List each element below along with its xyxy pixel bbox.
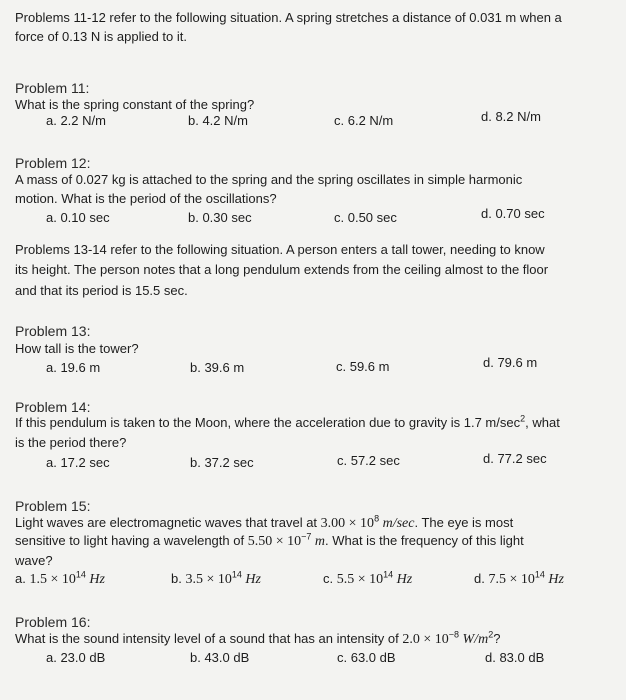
problem-15-option-b-mantissa: 3.5 × 10 bbox=[185, 572, 232, 587]
problem-13-option-c[interactable]: c. 59.6 m bbox=[336, 359, 390, 374]
problem-12-heading: Problem 12: bbox=[15, 155, 91, 171]
problem-13-heading: Problem 13: bbox=[15, 323, 91, 339]
problem-16-option-a[interactable]: a. 23.0 dB bbox=[46, 650, 106, 665]
problem-15-option-c-mantissa: 5.5 × 10 bbox=[336, 572, 384, 587]
problem-15-option-d-label: d. bbox=[474, 571, 489, 586]
problem-13-question: How tall is the tower? bbox=[15, 341, 139, 356]
problem-15-option-a-label: a. bbox=[15, 571, 30, 586]
problem-15-option-c[interactable] bbox=[323, 571, 412, 588]
problem-15-question-line-1 bbox=[15, 515, 513, 532]
intro-13-14-line-2: its height. The person notes that a long pendulum extends from the ceiling almost to the floor bbox=[15, 262, 549, 277]
problem-14-heading: Problem 14: bbox=[15, 399, 91, 415]
problem-14-question-line-2: is the period there? bbox=[15, 435, 127, 450]
problem-15-q1-text: Light waves are electromagnetic waves that travel at bbox=[15, 515, 321, 530]
problem-15-option-c-label: c. bbox=[323, 571, 337, 586]
problem-14-option-c[interactable]: c. 57.2 sec bbox=[337, 453, 400, 468]
problem-16-option-c[interactable]: c. 63.0 dB bbox=[337, 650, 396, 665]
problem-12-option-d[interactable]: d. 0.70 sec bbox=[481, 206, 545, 221]
problem-15-option-b-exponent: 14 bbox=[231, 569, 242, 580]
intro-11-12-line-1: Problems 11-12 refer to the following situation. A spring stretches a distance of 0.031 m when a bbox=[15, 10, 562, 25]
problem-15-q2-tail: . What is the frequency of this light bbox=[325, 533, 524, 548]
problem-14-option-a[interactable]: a. 17.2 sec bbox=[46, 455, 110, 470]
problem-16-question bbox=[15, 631, 500, 648]
problem-13-option-a[interactable]: a. 19.6 m bbox=[46, 360, 101, 375]
problem-15-heading: Problem 15: bbox=[15, 498, 91, 514]
problem-11-option-a[interactable]: a. 2.2 N/m bbox=[46, 113, 106, 128]
intro-13-14-line-3: and that its period is 15.5 sec. bbox=[15, 283, 188, 298]
problem-11-option-b[interactable]: b. 4.2 N/m bbox=[188, 113, 248, 128]
problem-15-question-line-2 bbox=[15, 533, 524, 550]
problem-15-speed-exponent: 8 bbox=[374, 513, 380, 524]
problem-14-q1-text: If this pendulum is taken to the Moon, where the acceleration due to gravity is 1.7 m/sec bbox=[15, 415, 521, 430]
problem-15-option-d-unit: Hz bbox=[544, 572, 564, 587]
problem-12-option-c[interactable]: c. 0.50 sec bbox=[334, 210, 397, 225]
problem-15-speed-value: 3.00 × 10 bbox=[320, 516, 375, 531]
problem-14-q1-tail: , what bbox=[525, 415, 560, 430]
problem-15-option-d[interactable] bbox=[474, 571, 564, 588]
problem-15-wavelength-unit: m bbox=[311, 534, 325, 549]
intro-11-12-line-2: force of 0.13 N is applied to it. bbox=[15, 29, 187, 44]
problem-15-option-a-mantissa: 1.5 × 10 bbox=[29, 572, 76, 587]
problem-16-q1-text: What is the sound intensity level of a sound that has an intensity of bbox=[15, 631, 403, 646]
problem-15-wavelength-value: 5.50 × 10 bbox=[247, 534, 302, 549]
problem-13-option-b[interactable]: b. 39.6 m bbox=[190, 360, 245, 375]
problem-15-q1-tail: . The eye is most bbox=[414, 515, 514, 530]
problem-11-option-c[interactable]: c. 6.2 N/m bbox=[334, 113, 394, 128]
problem-11-option-d[interactable]: d. 8.2 N/m bbox=[481, 109, 541, 124]
problem-15-option-a-unit: Hz bbox=[85, 572, 105, 587]
problem-11-question: What is the spring constant of the spring? bbox=[15, 97, 255, 112]
problem-15-q2-text: sensitive to light having a wavelength of bbox=[15, 533, 248, 548]
problem-16-heading: Problem 16: bbox=[15, 614, 91, 630]
problem-16-unit-exponent: 2 bbox=[488, 629, 494, 640]
problem-12-option-a[interactable]: a. 0.10 sec bbox=[46, 210, 110, 225]
problem-15-option-d-mantissa: 7.5 × 10 bbox=[488, 572, 535, 587]
problem-16-intensity-exponent: −8 bbox=[448, 629, 460, 640]
problem-14-option-b[interactable]: b. 37.2 sec bbox=[190, 455, 254, 470]
problem-16-q1-tail: ? bbox=[493, 631, 501, 646]
problem-14-question-line-1 bbox=[15, 415, 560, 431]
problem-15-speed-unit: m/sec bbox=[379, 516, 415, 531]
problem-15-option-c-unit: Hz bbox=[393, 572, 413, 587]
problem-13-option-d[interactable]: d. 79.6 m bbox=[483, 355, 538, 370]
problem-14-q1-exponent: 2 bbox=[520, 413, 526, 424]
problem-16-option-d[interactable]: d. 83.0 dB bbox=[485, 650, 545, 665]
problem-15-wavelength-exponent: −7 bbox=[301, 531, 312, 542]
problem-15-option-c-exponent: 14 bbox=[383, 569, 394, 580]
problem-12-question-line-2: motion. What is the period of the oscillations? bbox=[15, 191, 277, 206]
problem-15-option-b-label: b. bbox=[171, 571, 186, 586]
problem-15-option-a[interactable] bbox=[15, 571, 105, 588]
problem-16-intensity-value: 2.0 × 10 bbox=[402, 632, 449, 647]
problem-15-option-b[interactable] bbox=[171, 571, 261, 588]
problem-15-question-line-3: wave? bbox=[15, 553, 53, 568]
problem-16-option-b[interactable]: b. 43.0 dB bbox=[190, 650, 250, 665]
problem-12-option-b[interactable]: b. 0.30 sec bbox=[188, 210, 252, 225]
problem-12-question-line-1: A mass of 0.027 kg is attached to the spring and the spring oscillates in simple harmonic bbox=[15, 172, 523, 187]
intro-13-14-line-1: Problems 13-14 refer to the following situation. A person enters a tall tower, needing to know bbox=[15, 242, 545, 257]
problem-14-option-d[interactable]: d. 77.2 sec bbox=[483, 451, 547, 466]
problem-11-heading: Problem 11: bbox=[15, 80, 90, 96]
problem-15-option-a-exponent: 14 bbox=[75, 569, 86, 580]
problem-15-option-b-unit: Hz bbox=[241, 572, 261, 587]
problem-15-option-d-exponent: 14 bbox=[534, 569, 545, 580]
problem-16-intensity-unit: W/m bbox=[459, 632, 489, 647]
